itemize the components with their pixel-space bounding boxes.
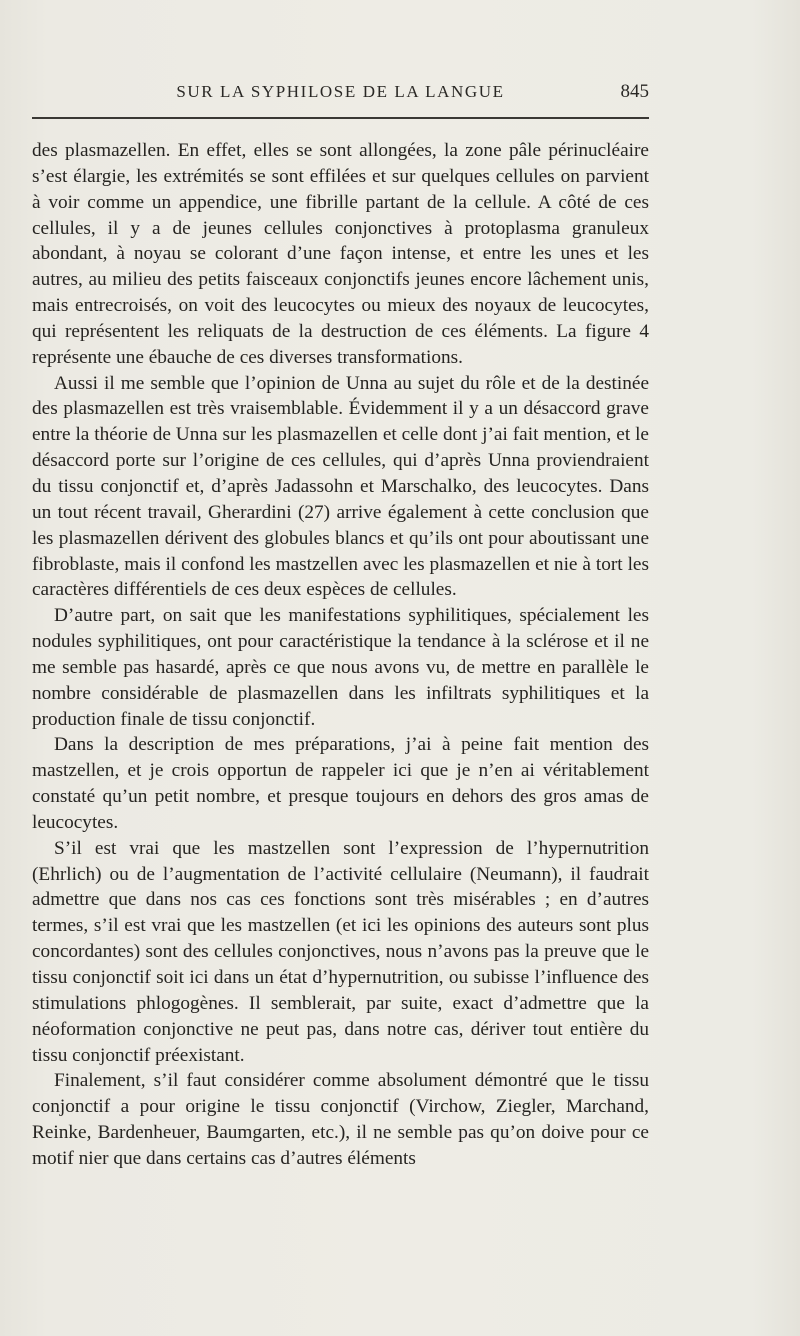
paragraph-hypernutrition: S’il est vrai que les mastzellen sont l’expression de l’hypernutrition (Ehrlich) ou de l’augmentation de l’activité cellulaire (Neumann), il faudrait admettre que dans nos cas ces fonctions sont très misérables ; en d’autres termes, s’il est vrai que les mastzellen (et ici les opinions des auteurs sont plus concordantes) sont des cellules conjonctives, nous n’avons pas la preuve que le tissu conjonctif soit ici dans un état d’hypernutrition, ou subisse l’influence des stimulations phlogogènes. Il semblerait, par suite, exact d’admettre que la néoformation conjonctive ne peut pas, dans notre cas, dériver tout entière du tissu conjonctif préexistant.: [32, 837, 649, 1066]
page-number: 845: [620, 81, 649, 102]
running-head: [32, 82, 649, 108]
paragraph-syphilitic-sclerosis: D’autre part, on sait que les manifestations syphilitiques, spécialement les nodules syphilitiques, ont pour caractéristique la tendance à la sclérose et il ne me semble pas hasardé, après ce que nous avons vu, de mettre en parallèle le nombre considérable de plasmazellen dans les infiltrats syphilitiques et la production finale de tissu conjonctif.: [32, 605, 649, 730]
paragraph-mastzellen-mention: Dans la description de mes préparations, j’ai à peine fait mention des mastzellen, et je crois opportun de rappeler ici que je n’en ai véritablement constaté qu’un petit nombre, et presque toujours en dehors des gros amas de leucocytes.: [32, 734, 649, 833]
paragraph-connective-tissue-origin: Finalement, s’il faut considérer comme absolument démontré que le tissu conjonctif a pour origine le tissu conjonctif (Virchow, Ziegler, Marchand, Reinke, Bardenheuer, Baumgarten, etc.), il ne semble pas qu’on doive pour ce motif nier que dans certains cas d’autres éléments: [32, 1070, 649, 1169]
paragraph-unna-opinion: Aussi il me semble que l’opinion de Unna au sujet du rôle et de la destinée des plasmazellen est très vraisemblable. Évidemment il y a un désaccord grave entre la théorie de Unna sur les plasmazellen et celle dont j’ai fait mention, et le désaccord porte sur l’origine de ces cellules, qui d’après Unna proviendraient du tissu conjonctif et, d’après Jadassohn et Marschalko, des leucocytes. Dans un tout récent travail, Gherardini (27) arrive également à cette conclusion que les plasmazellen dérivent des globules blancs et qu’ils ont pour aboutissant une fibroblaste, mais il confond les mastzellen avec les plasmazellen et nie à tort les caractères différentiels de ces deux espèces de cellules.: [32, 372, 649, 601]
running-title: SUR LA SYPHILOSE DE LA LANGUE: [176, 82, 505, 101]
paragraph-plasmazellen-transformation: des plasmazellen. En effet, elles se sont allongées, la zone pâle périnucléaire s’est élargie, les extrémités se sont effilées et sur quelques cellules on parvient à voir comme un appendice, une fibrille partant de la cellule. A côté de ces cellules, il y a de jeunes cellules conjonctives à protoplasma granuleux abondant, à noyau se colorant d’une façon intense, et entre les unes et les autres, au milieu des petits faisceaux conjonctifs jeunes encore lâchement unis, mais entrecroisés, on voit des leucocytes ou mieux des noyaux de leucocytes, qui représentent les reliquats de la destruction de ces éléments. La figure 4 représente une ébauche de ces diverses transformations.: [32, 140, 649, 368]
header-rule: [32, 117, 649, 119]
body-text: [32, 138, 649, 1172]
